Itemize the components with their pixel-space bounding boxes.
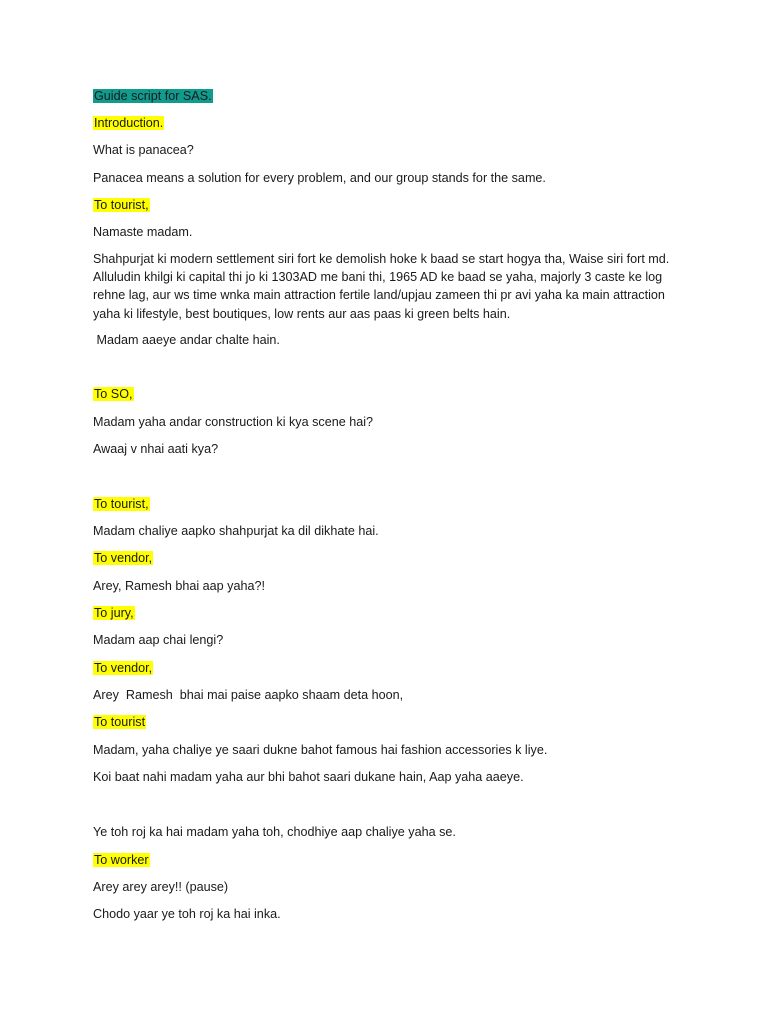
cue-so: To SO, bbox=[94, 387, 133, 401]
worker-line-2: Chodo yaar ye toh roj ka hai inka. bbox=[93, 907, 281, 921]
worker-line-1: Arey arey arey!! (pause) bbox=[93, 880, 229, 894]
cue-tourist-1: To tourist, bbox=[94, 198, 149, 212]
cue-jury-line bbox=[93, 605, 135, 622]
history-paragraph: Shahpurjat ki modern settlement siri fort ke demolish hoke k baad se start hogya tha, Waise siri fort md. Alluludin khilgi ki capital thi jo ki 1303AD me bani thi, 1965 AD ke baad se yaha, majorly 3 caste ke log rehne lag, aur ws time wnka main attraction fertile land/upjau zameen thi pr avi yaha ka main attraction yaha ki lifestyle, best boutiques, low rents aur aas paas ki green belts hain. bbox=[93, 252, 670, 321]
roj-line: Ye toh roj ka hai madam yaha toh, chodhiye aap chaliye yaha se. bbox=[93, 825, 456, 839]
cue-vendor-1: To vendor, bbox=[94, 551, 153, 565]
cue-tourist-2-line bbox=[93, 496, 150, 513]
introduction-heading: Introduction. bbox=[94, 116, 164, 130]
tourist-line-3b: Koi baat nahi madam yaha aur bhi bahot saari dukane hain, Aap yaha aaeye. bbox=[93, 770, 524, 784]
intro-question: What is panacea? bbox=[93, 143, 194, 157]
cue-tourist-3-line bbox=[93, 714, 146, 731]
so-line-1: Madam yaha andar construction ki kya scene hai? bbox=[93, 415, 374, 429]
vendor-line-1: Arey, Ramesh bhai aap yaha?! bbox=[93, 579, 265, 593]
cue-tourist-2: To tourist, bbox=[94, 497, 149, 511]
so-line-2: Awaaj v nhai aati kya? bbox=[93, 442, 219, 456]
cue-jury: To jury, bbox=[94, 606, 134, 620]
cue-worker-line bbox=[93, 852, 150, 869]
cue-tourist-3: To tourist bbox=[94, 715, 146, 729]
jury-line: Madam aap chai lengi? bbox=[93, 633, 224, 647]
cue-vendor-1-line bbox=[93, 550, 153, 567]
document-title: Guide script for SAS. bbox=[94, 89, 212, 103]
cue-tourist-1-line bbox=[93, 197, 150, 214]
document-title-line bbox=[93, 88, 213, 105]
cue-vendor-2: To vendor, bbox=[94, 661, 153, 675]
cue-vendor-2-line bbox=[93, 660, 153, 677]
cue-worker: To worker bbox=[94, 853, 149, 867]
cue-so-line bbox=[93, 386, 134, 403]
tourist-line-2: Madam chaliye aapko shahpurjat ka dil dikhate hai. bbox=[93, 524, 379, 538]
intro-answer: Panacea means a solution for every problem, and our group stands for the same. bbox=[93, 171, 546, 185]
tourist-line-3a: Madam, yaha chaliye ye saari dukne bahot famous hai fashion accessories k liye. bbox=[93, 743, 548, 757]
namaste-line: Namaste madam. bbox=[93, 225, 193, 239]
introduction-heading-line bbox=[93, 115, 164, 132]
vendor-line-2: Arey Ramesh bhai mai paise aapko shaam deta hoon, bbox=[93, 688, 404, 702]
aaeye-andar-line: Madam aaeye andar chalte hain. bbox=[93, 333, 280, 347]
